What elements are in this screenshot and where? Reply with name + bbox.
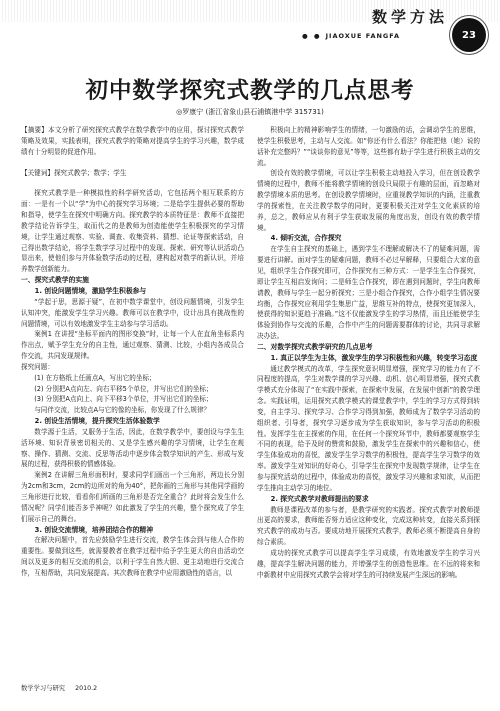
paragraph: 成功的探究式教学可以提高学生学习成绩，有效地激发学生的学习兴趣，提高学生解决问题的能力，并增强学生的创造性思维。在不远的将来和中新教材中应用探究式教学会将对学生的可持续发展产生深远的影响。	[257, 548, 480, 579]
footer	[21, 683, 97, 692]
column-title: 数学方法	[372, 8, 449, 26]
paragraph: 探究式教学是一种模拟性的科学研究活动，它包括两个相互联系的方面：一是有一个以“学”为中心的探究学习环境；二是给学生提供必要的帮助和指导，使学生在探究中明确方向。探究教学的本质特征是：教师不直接把教学结论告诉学生，取而代之的是教师为创造能使学生积极探究的学习情境，让学生通过观察、实验、调查、收集资料、猜想、论证等探索活动，自己得出数学结论，将学生数学学习过程中的发现、探索、研究等认识活动凸显出来，使他们参与并体验数学活动的过程，建构起对数学的新认识，并培养数学创新能力。	[21, 189, 244, 274]
journal-volume: 2010.2	[75, 685, 98, 692]
paragraph: 数学源于生活，又服务于生活，因此，在数学教学中，要创设与学生生活环境、知识背景密切相关的、又是学生感兴趣的学习情境，让学生在观察、操作、猜测、交流、反思等活动中逐步体会数学知识的产生、形成与发展的过程，获得积极的情感体验。	[21, 427, 244, 469]
paragraph: 探究问题：	[21, 362, 54, 371]
paragraph: 积极向上的精神影响学生的情绪，一句激励的话，会调动学生的思维，使学生积极思考，主动与人交流。如“你还有什么看法？你能把他（她）说的话补充完整吗？”“谈谈你的意见”等等，这些都有助于学生进行积极主动的交流。	[257, 126, 480, 167]
issue-badge: 23	[452, 18, 486, 52]
paragraph: 在解决问题中，首先应鼓励学生进行交流，教学生体会到与他人合作的重要性。要做到这些，就需要教者在教学过程中给予学生更大的自由活动空间以及更多的相互交流的机会，以利于学生自然大胆、更主动地进行交流合作，互相帮助，共同发展提高。其次教师在教学中应用激励性的语言，以	[21, 536, 244, 577]
subsection-heading: 4. 倾听交流，合作探究	[270, 234, 342, 243]
subsection-heading: 2. 创设生活情境，提升探究生活体验数学	[34, 417, 160, 426]
paragraph: (2) 分别把A点向左、向右平移5个单位，并写出它们的坐标；	[34, 384, 213, 393]
article-byline: ◎罗康宁 (浙江省象山县石浦镇港中学 315731)	[176, 108, 324, 116]
paragraph: 与同伴交流，比较点A与它的像的坐标，你发现了什么规律？	[34, 406, 211, 415]
subsection-heading: 1. 真正以学生为主体，激发学生的学习积极性和兴趣，转变学习态度	[270, 353, 478, 362]
paragraph: 创设有效的教学情境，可以让学生积极主动地投入学习，但在创设教学情境的过程中，教师不能将教学情境的创设只局限于有趣的层面，而忽略对教学情境本质的思考。在创设教学情境时，应重视教学知识的内涵，注重教学的探索性，在关注教学数学的同时，更要积极关注对学生文化素质的培养，总之，教师应从有利于学生获取发展的角度出发，创设有效的教学情境。	[257, 169, 480, 232]
subsection-heading: 1. 创设问题情境，激励学生积极参与	[34, 286, 147, 295]
paragraph: 教师是课程改革的参与者，是教学研究的实践者。探究式教学对教师提出更高的要求，教师能否努力适应这种变化，完成这种转变，直接关系到探究式教学的成功与否。要成功地开展探究式教学，教师必须不断提高自身的综合素质。	[257, 505, 480, 547]
header-dots: ● ●	[302, 32, 322, 40]
abstract-block: 【关键词】探究式教学；数学；学生	[21, 168, 127, 177]
section-heading: 一、探究式教学的实施	[21, 276, 89, 285]
column-subtitle-text: JIAOXUE FANGFA	[325, 32, 400, 40]
section-heading: 二、对数学探究式教学研究的几点思考	[257, 342, 373, 351]
journal-name: 数学学习与研究	[21, 685, 66, 692]
paragraph: 通过教学模式的改革，学生探究意识明显增强，探究学习的能力有了不同程度的提高，学生对数学课的学习兴趣、动机、信心明显增强，探究式教学模式充分体现了“在实践中探索，在探索中发展，在发展中创新”的教学理念。实践证明，运用探究式教学模式的课堂教学中，学生的学习方式得到转变，自主学习、探究学习、合作学习得到加强，教师成为了数学学习活动的组织者、引导者，探究学习逐步成为学生获取知识，参与学习活动的积极性。发挥学生在主探索的作用，在任何一个探究环节中，教师都要观察学生不同的表现，给予及时的赞赏和鼓励，激发学生在探索中的兴趣和信心，使学生体验成功的喜悦，激发学生学习数学的积极性，提高学生学习数学的效率。激发学生对知识的好奇心，引导学生在探究中发现数学规律，让学生在参与探究活动的过程中，体验成功的喜悦，激发学习兴趣和求知欲，从而把学生推向主动学习的地位。	[257, 364, 480, 492]
subsection-heading: 3. 创设交流情境，培养团结合作的精神	[34, 525, 154, 534]
paragraph: (1) 在方格纸上任画点A，写出它的坐标；	[34, 373, 156, 382]
paragraph: 在学生自主探究的基础上，遇到学生不理解或解决不了的疑难问题，需要进行讲解。面对学生的疑难问题，教师不必过早解释，只要组合大家的意见，组织学生合作探究即可，合作探究有三种方式：一是学生生合作探究，即让学生互相启发询问；二是师生合作探究，即在遇到问题时，学生向教师请教，教师与学生一起分析探究；三是小组合作探究，合作小组学生情况要均衡，合作探究应利用学生集思广益，思维互补的特点，使探究更加深入，使获得的知识更趋于准确。”这不仅能激发学生的学习热情，而且还能使学生体验到协作与交流的乐趣，合作中产生的问题需要群体的讨论，共同寻求解决办法。	[257, 245, 480, 341]
right-column	[257, 125, 480, 580]
column-subtitle	[302, 32, 400, 40]
paragraph: “学起于思，思源于疑”，在初中数学课堂中，创设问题情境，引发学生认知冲突，能激发学生学习兴趣。教师可以在教学中，设计出具有挑战性的问题情境，可以有效地激发学生主动参与学习活动。	[21, 297, 244, 328]
left-column	[21, 125, 244, 579]
paragraph: (3) 分别把A点向上、向下平移3个单位，并写出它们的坐标；	[34, 395, 213, 404]
abstract-block: 【摘要】本文分析了研究探究式教学在数学教学中的应用，探讨探究式教学策略及效果，实践表明，探究式教学的策略对提高学生的学习兴趣，数学成绩有十分明显的促进作用。	[21, 126, 244, 156]
article-title: 初中数学探究式教学的几点思考	[85, 78, 415, 104]
paragraph: 案例2 在讲解三角形面积时，要求同学们画出一个三角形，两边长分别为2cm和3cm，2cm的边所对的角为40°，把你画的三角形与其他同学画的三角形进行比较，看看你们所画的三角形是否完全重合？此时将会发生什么情况呢？同学们能否多乎神呢？如此激发了学生的兴趣，整个探究成了学生们展示自己的舞台。	[21, 471, 244, 523]
paragraph: 案例1 在讲授“坐标平面内的图形变换”时，让每一个人在直角坐标系内作出点，赋予学生充分的自主性，通过观察、猜测、比较，小组内各成员合作交流，共同发现规律。	[21, 330, 244, 361]
subsection-heading: 2. 探究式教学对教师提出的要求	[270, 494, 369, 503]
